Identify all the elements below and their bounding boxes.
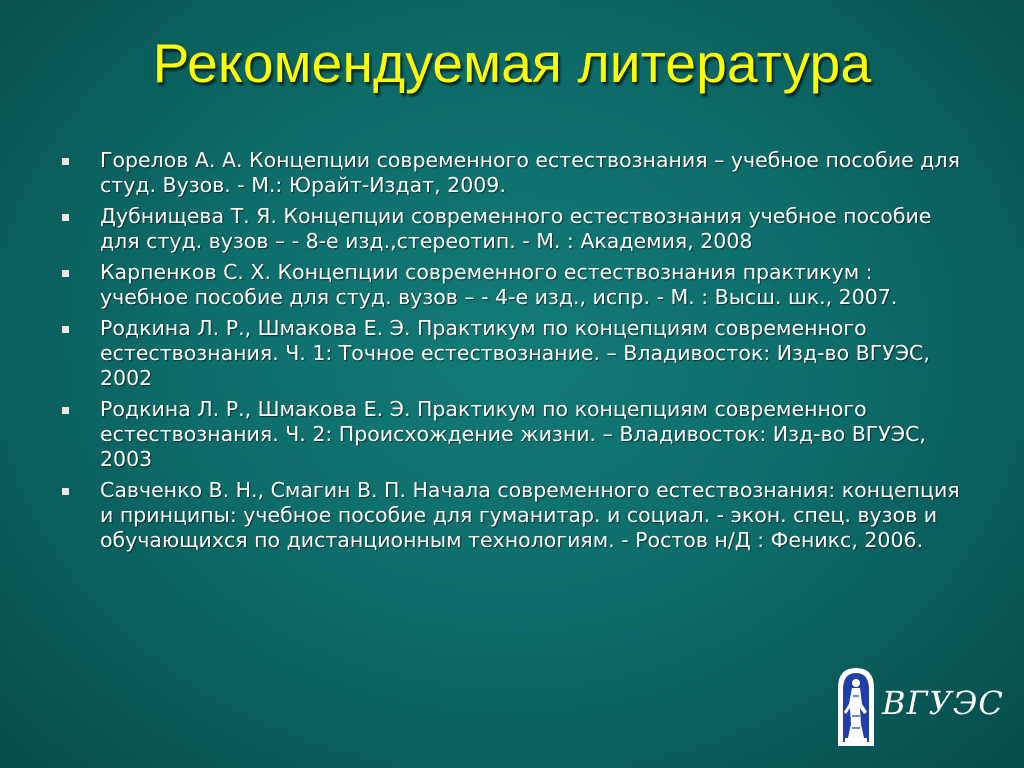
square-bullet-icon [62,407,69,414]
square-bullet-icon [62,326,69,333]
reference-list [60,148,960,559]
statue-emblem-icon [834,666,878,746]
reference-text: Карпенков С. Х. Концепции современного естествознания практикум : учебное пособие для студ. вузов – - 4-е изд., испр. - М. : Высш. шк., 2007. [100,260,898,309]
logo-text: ВГУЭС [882,684,1004,722]
reference-text: Дубнищева Т. Я. Концепции современного естествознания учебное пособие для студ. вузов – - 8-е изд.,стереотип. - М. : Академия, 2008 [100,204,932,253]
reference-text: Савченко В. Н., Смагин В. П. Начала современного естествознания: концепция и принципы: учебное пособие для гуманитар. и социал. - экон. спец. вузов и обучающихся по дистанционным технологиям. - Ростов н/Д : Феникс, 2006. [100,478,960,552]
reference-text: Родкина Л. Р., Шмакова Е. Э. Практикум по концепциям современного естествознания. Ч. 1: Точное естествознание. – Владивосток: Изд-во ВГУЭС, 2002 [100,316,930,390]
list-item [60,478,960,553]
reference-text: Родкина Л. Р., Шмакова Е. Э. Практикум по концепциям современного естествознания. Ч. 2: Происхождение жизни. – Владивосток: Изд-во ВГУЭС, 2003 [100,397,926,471]
square-bullet-icon [62,488,69,495]
list-item [60,316,960,391]
list-item [60,397,960,472]
square-bullet-icon [62,158,69,165]
list-item [60,148,960,198]
list-item [60,260,960,310]
square-bullet-icon [62,270,69,277]
list-item [60,204,960,254]
square-bullet-icon [62,214,69,221]
university-logo [832,666,1012,748]
reference-text: Горелов А. А. Концепции современного естествознания – учебное пособие для студ. Вузов. - М.: Юрайт-Издат, 2009. [100,148,960,197]
slide-title: Рекомендуемая литература [152,32,872,94]
